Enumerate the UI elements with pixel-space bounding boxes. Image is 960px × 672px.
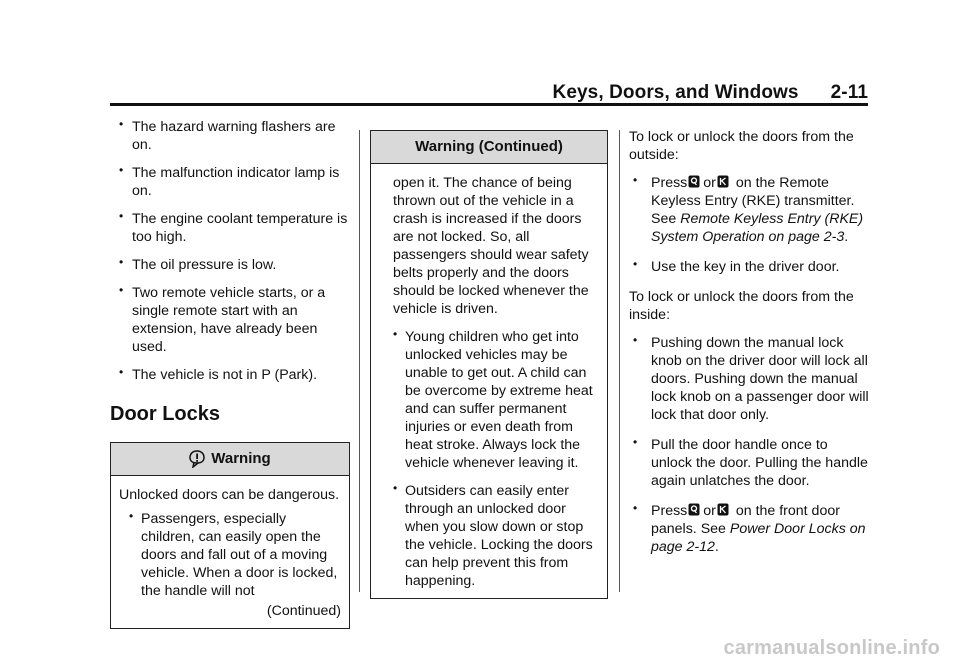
or-text: or	[703, 503, 716, 519]
header-rule	[110, 103, 868, 106]
unlock-icon	[717, 503, 729, 516]
continued-note: (Continued)	[266, 603, 341, 619]
page-number: 2-11	[830, 82, 868, 103]
warning-body	[371, 164, 607, 598]
watermark: carmanualsonline.info	[723, 637, 940, 659]
warning-body	[111, 476, 349, 628]
page-header	[110, 76, 868, 104]
warning-header	[111, 443, 349, 476]
warning-box	[110, 442, 350, 629]
warning-icon	[189, 450, 205, 468]
list-item: • The malfunction indicator lamp is on.	[110, 164, 350, 200]
outside-intro: To lock or unlock the doors from the outside:	[629, 129, 854, 163]
lock-icon	[688, 503, 700, 516]
press-text: Press	[651, 503, 688, 519]
list-item: • Young children who get into unlocked vehicles may be unable to get out. A child can be overcome by extreme heat and can suffer permanent injuries or even death from heat stroke. Always lock the vehicle whenever leaving it.	[383, 328, 599, 472]
list-item	[629, 174, 869, 246]
period: .	[714, 539, 719, 555]
list-item: • Pull the door handle once to unlock the door. Pulling the handle again unlatches the door.	[629, 436, 869, 490]
list-item: • Two remote vehicle starts, or a single remote start with an extension, have already been used.	[110, 284, 350, 356]
rke-reference: Remote Keyless Entry (RKE) System Operation on page 2-3	[651, 211, 864, 245]
list-item: • The engine coolant temperature is too high.	[110, 210, 350, 246]
list-item: • Outsiders can easily enter through an unlocked door when you slow down or stop the vehicle. Locking the doors can help prevent this from happening.	[383, 482, 599, 590]
list-item: • The oil pressure is low.	[110, 256, 350, 274]
lock-icon	[688, 175, 700, 188]
list-item: • The vehicle is not in P (Park).	[110, 366, 350, 384]
warning-box-continued	[370, 130, 608, 599]
front-text: on the front door panels. See	[651, 503, 840, 537]
warning-title: Warning (Continued)	[415, 138, 563, 155]
list-item: • The hazard warning flashers are on.	[110, 118, 350, 154]
warning-intro: Unlocked doors can be dangerous.	[119, 487, 340, 503]
section-title: Keys, Doors, and Windows	[552, 82, 799, 103]
inside-intro: To lock or unlock the doors from the inside:	[629, 289, 854, 323]
list-item: • Use the key in the driver door.	[629, 258, 869, 276]
press-text: Press	[651, 175, 688, 191]
warning-header	[371, 131, 607, 164]
warning-continued-text: open it. The chance of being thrown out of the vehicle in a crash is increased if the doors are not locked. So, all passengers should wear safety belts properly and the doors should be locked whenever the vehicle is driven.	[393, 175, 589, 317]
column-divider	[359, 130, 360, 592]
power-door-locks-reference: Power Door Locks on page 2-12	[651, 521, 866, 555]
section-heading: Door Locks	[110, 403, 221, 425]
column-2	[370, 130, 608, 599]
unlock-icon	[717, 175, 729, 188]
list-item	[629, 502, 869, 556]
list-item: • Passengers, especially children, can easily open the doors and fall out of a moving vehicle. When a door is locked, the handle will not	[119, 510, 341, 600]
warning-title: Warning	[211, 450, 271, 467]
period: .	[844, 229, 849, 245]
column-divider	[619, 130, 620, 592]
rke-text: on the Remote Keyless Entry (RKE) transmitter. See	[651, 175, 855, 227]
column-1	[110, 118, 350, 629]
list-item: • Pushing down the manual lock knob on the driver door will lock all doors. Pushing down the manual lock knob on a passenger door will lock that door only.	[629, 334, 869, 424]
column-3	[629, 128, 869, 568]
or-text: or	[703, 175, 716, 191]
